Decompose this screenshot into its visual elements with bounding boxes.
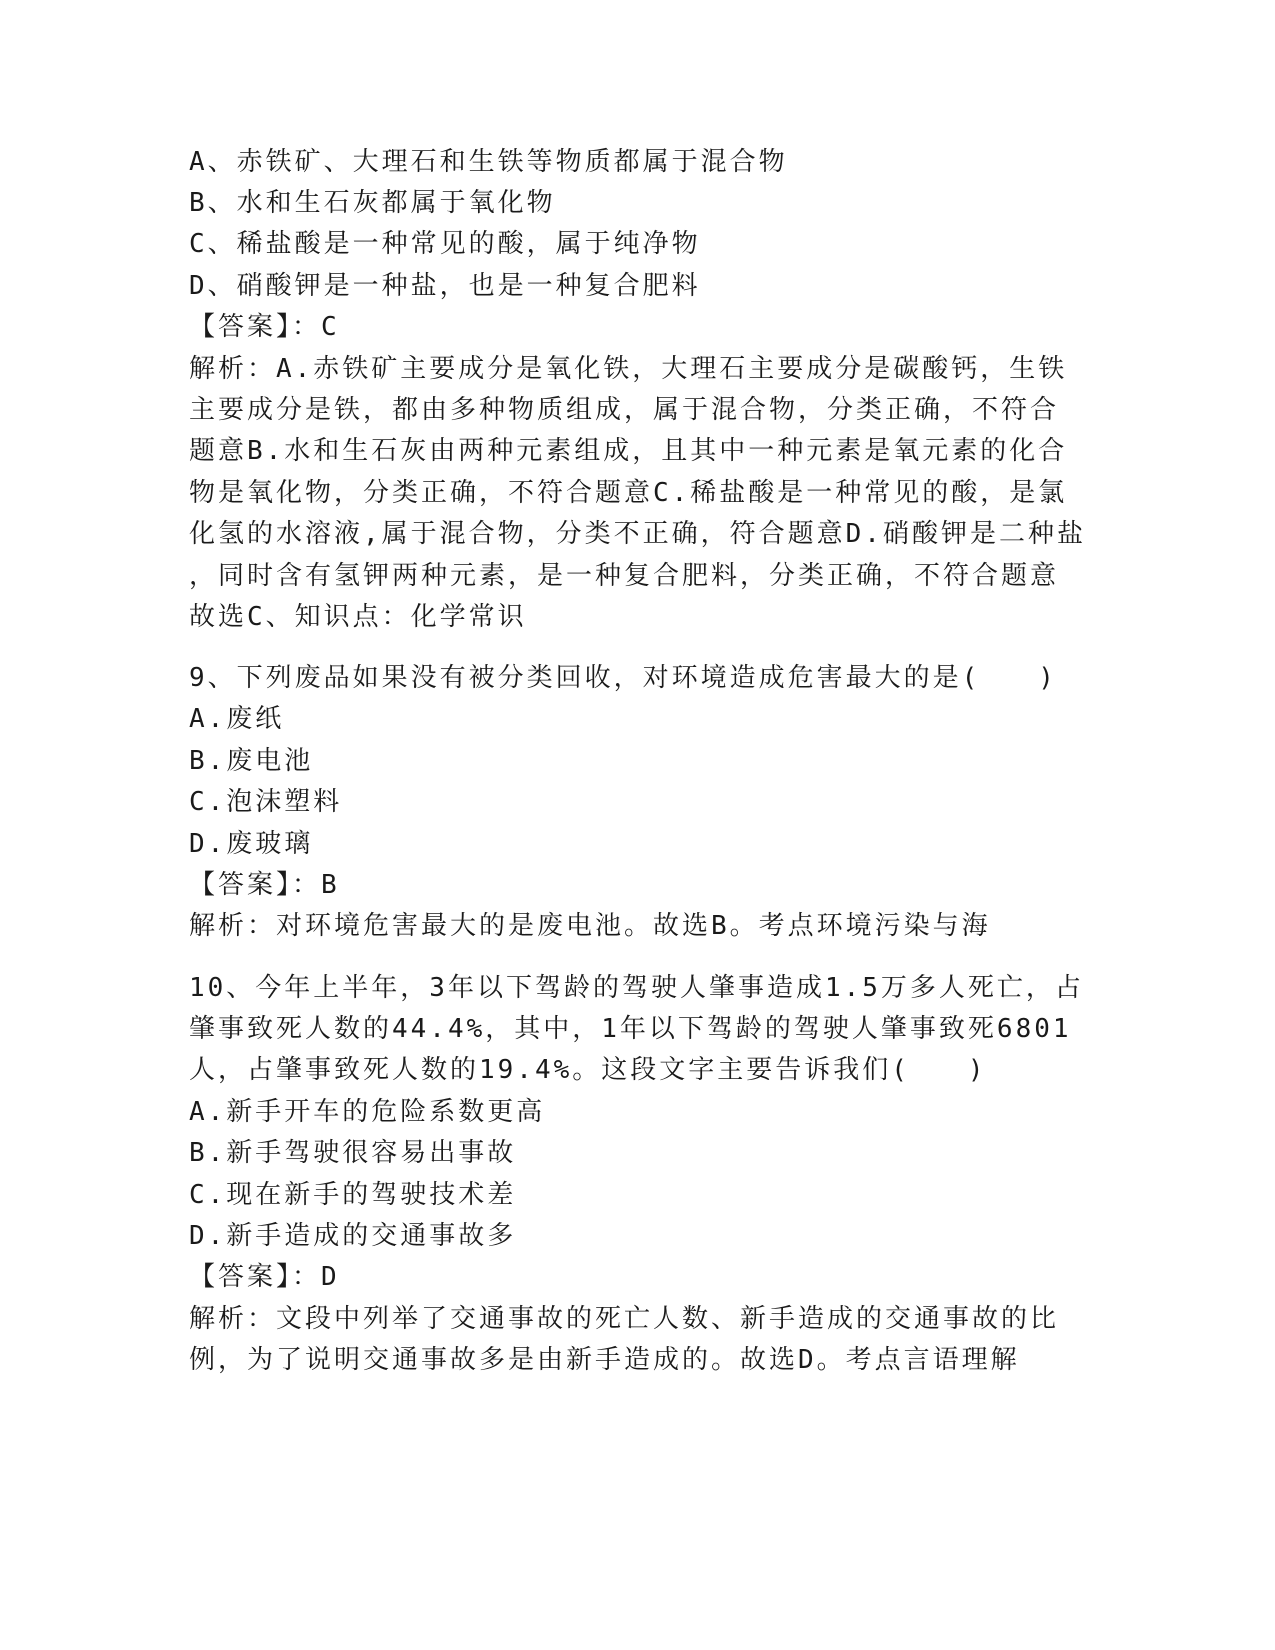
q9-stem: 9、下列废品如果没有被分类回收，对环境造成危害最大的是( ) [189,663,1057,693]
q10-analysis-line: 例，为了说明交通事故多是由新手造成的。故选D。考点言语理解 [189,1345,1020,1375]
q10-option-a: A.新手开车的危险系数更高 [189,1097,546,1127]
q8-option-c: C、稀盐酸是一种常见的酸，属于纯净物 [189,229,701,259]
q8-option-d: D、硝酸钾是一种盐，也是一种复合肥料 [189,271,701,301]
q8-analysis-line: 化氢的水溶液,属于混合物，分类不正确，符合题意D.硝酸钾是二种盐 [189,519,1086,549]
q10-option-b: B.新手驾驶很容易出事故 [189,1138,517,1168]
q9-answer: 【答案】：B [189,870,340,900]
q10-option-c: C.现在新手的驾驶技术差 [189,1180,517,1210]
q9-option-d: D.废玻璃 [189,829,314,859]
q8-analysis-line: 解析：A.赤铁矿主要成分是氧化铁，大理石主要成分是碳酸钙，生铁 [189,354,1068,384]
q8-analysis-line: 故选C、知识点：化学常识 [189,602,527,632]
q10-stem-line: 10、今年上半年，3年以下驾龄的驾驶人肇事造成1.5万多人死亡，占 [189,973,1084,1003]
q8-analysis-line: ，同时含有氢钾两种元素，是一种复合肥料，分类正确，不符合题意 [189,561,1060,591]
q10-analysis-line: 解析：文段中列举了交通事故的死亡人数、新手造成的交通事故的比 [189,1304,1060,1334]
q10-option-d: D.新手造成的交通事故多 [189,1221,517,1251]
q9-option-b: B.废电池 [189,746,314,776]
q8-option-a: A、赤铁矿、大理石和生铁等物质都属于混合物 [189,147,788,177]
q8-option-b: B、水和生石灰都属于氧化物 [189,188,556,218]
q10-stem-line: 肇事致死人数的44.4%，其中，1年以下驾龄的驾驶人肇事致死6801 [189,1014,1072,1044]
q10-answer: 【答案】：D [189,1262,340,1292]
q8-answer: 【答案】：C [189,312,340,342]
q8-analysis-line: 题意B.水和生石灰由两种元素组成，且其中一种元素是氧元素的化合 [189,436,1068,466]
q9-option-c: C.泡沫塑料 [189,787,343,817]
q10-stem-line: 人，占肇事致死人数的19.4%。这段文字主要告诉我们( ) [189,1055,987,1085]
q8-analysis-line: 主要成分是铁，都由多种物质组成，属于混合物，分类正确，不符合 [189,395,1060,425]
q9-analysis-line: 解析：对环境危害最大的是废电池。故选B。考点环境污染与海 [189,911,991,941]
q9-option-a: A.废纸 [189,704,285,734]
q8-analysis-line: 物是氧化物，分类正确，不符合题意C.稀盐酸是一种常见的酸，是氯 [189,478,1068,508]
